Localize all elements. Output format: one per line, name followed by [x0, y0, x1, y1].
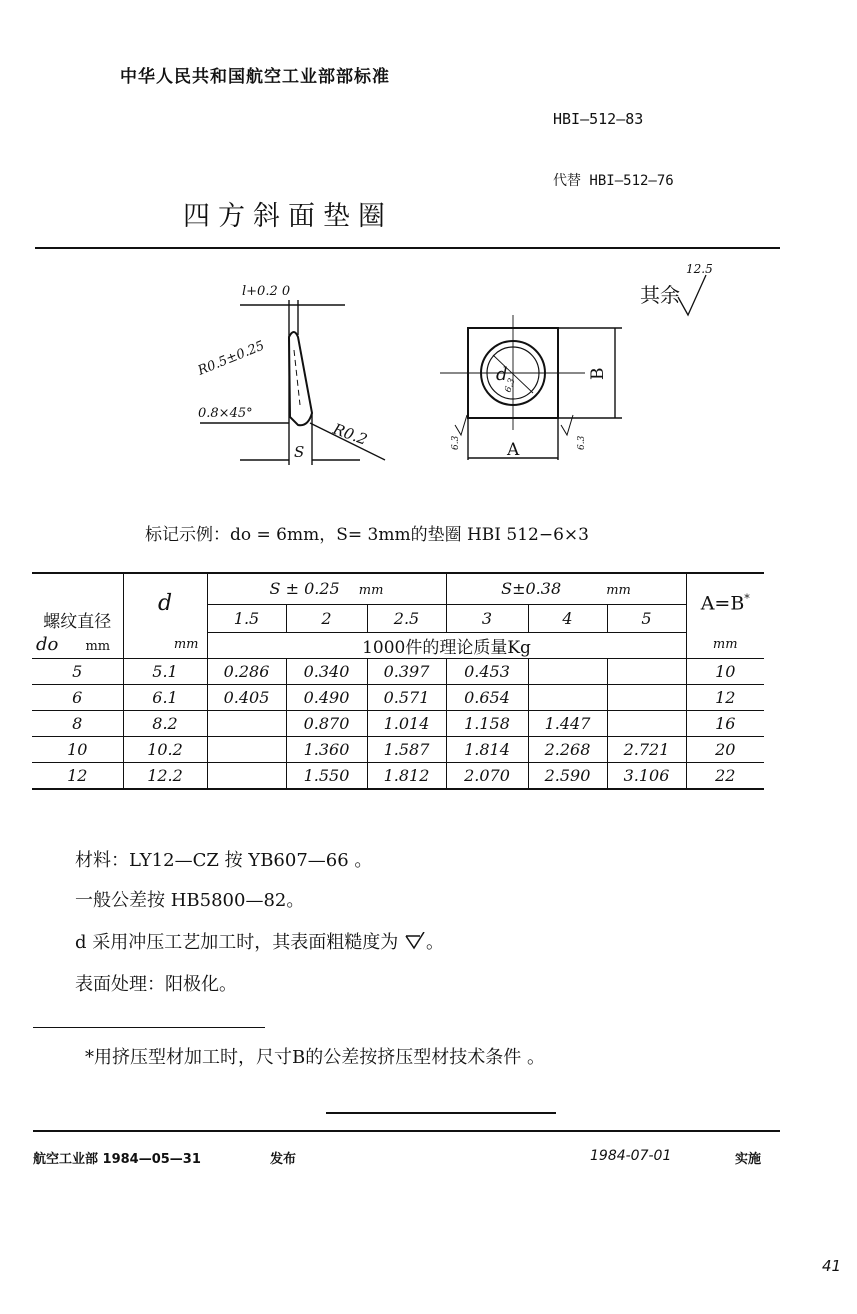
header-s2-label: S±0.38 — [501, 579, 562, 599]
table-row — [32, 762, 764, 789]
mass-header: 1000件的理论质量Kg — [207, 632, 686, 658]
surface-note: 其余 — [640, 283, 680, 307]
cell-mass: 2.268 — [528, 736, 607, 762]
table-row — [32, 710, 764, 736]
cell-mass: 1.158 — [446, 710, 528, 736]
footer-rule — [33, 1130, 780, 1132]
note-tolerance: 一般公差按 HB5800—82。 — [75, 890, 305, 911]
cell-d: 8.2 — [123, 710, 207, 736]
cell-d: 12.2 — [123, 762, 207, 789]
cell-mass: 0.654 — [446, 684, 528, 710]
cell-mass: 0.870 — [286, 710, 367, 736]
footnote-rule — [33, 1027, 265, 1028]
cell-do: 12 — [32, 762, 123, 789]
header-ab-star: * — [744, 591, 750, 605]
cell-ab: 22 — [686, 762, 764, 789]
dim-b: B — [588, 367, 608, 380]
cell-mass: 1.550 — [286, 762, 367, 789]
s-value: 1.5 — [207, 604, 286, 632]
cell-mass: 3.106 — [607, 762, 686, 789]
cell-d: 10.2 — [123, 736, 207, 762]
cell-mass — [607, 684, 686, 710]
cell-mass: 0.571 — [367, 684, 446, 710]
s-value: 4 — [528, 604, 607, 632]
cell-mass: 2.070 — [446, 762, 528, 789]
cell-do: 10 — [32, 736, 123, 762]
replaces-standard: 代替 HBI—512—76 — [553, 173, 674, 189]
dim-d: d — [496, 364, 508, 385]
cell-mass: 0.397 — [367, 658, 446, 684]
technical-drawing — [190, 255, 750, 470]
cell-d: 5.1 — [123, 658, 207, 684]
header-d: d — [123, 573, 207, 632]
cell-mass: 2.590 — [528, 762, 607, 789]
cell-mass: 0.490 — [286, 684, 367, 710]
dim-chamfer: 0.8×45° — [198, 406, 253, 421]
roughness-symbol-icon — [404, 932, 426, 950]
document-title: 四方斜面垫圈 — [183, 201, 393, 232]
header-s-group-2 — [446, 573, 686, 604]
cell-mass: 1.014 — [367, 710, 446, 736]
roughness-default: 12.5 — [686, 262, 713, 276]
note-material: 材料：LY12—CZ 按 YB607—66 。 — [75, 850, 373, 871]
cell-mass: 0.405 — [207, 684, 286, 710]
header-ab — [686, 573, 764, 632]
table-row — [32, 684, 764, 710]
cell-mass: 1.812 — [367, 762, 446, 789]
header-do-unit: mm — [85, 639, 111, 655]
cell-mass — [607, 658, 686, 684]
marking-example: 标记示例：do = 6mm，S= 3mm的垫圈 HBI 512−6×3 — [145, 525, 589, 545]
cell-mass: 1.447 — [528, 710, 607, 736]
dim-d-roughness: 6.3 — [503, 377, 518, 395]
cell-do: 6 — [32, 684, 123, 710]
header-ab-label: A=B — [700, 592, 745, 615]
cell-mass: 0.340 — [286, 658, 367, 684]
cell-do: 5 — [32, 658, 123, 684]
cell-mass — [607, 710, 686, 736]
cell-mass — [207, 710, 286, 736]
end-rule — [326, 1112, 556, 1114]
footer-implemented: 实施 — [735, 1152, 762, 1167]
cell-mass: 0.453 — [446, 658, 528, 684]
header-d-unit: mm — [123, 632, 207, 658]
cell-ab: 10 — [686, 658, 764, 684]
header-s1-label: S ± 0.25 — [269, 579, 340, 599]
page-number: 41 — [822, 1257, 842, 1275]
cell-mass: 2.721 — [607, 736, 686, 762]
dimension-table — [32, 572, 764, 790]
s-value: 2 — [286, 604, 367, 632]
cell-ab: 16 — [686, 710, 764, 736]
header-ab-unit: mm — [686, 632, 764, 658]
header-do-cell — [32, 632, 123, 658]
dim-l-tolerance: l+0.2 0 — [242, 284, 291, 299]
footer-issued: 发布 — [270, 1152, 297, 1167]
cell-mass — [207, 762, 286, 789]
footer-issuer: 航空工业部 1984—05—31 — [33, 1152, 201, 1167]
dim-r-top: R0.5±0.25 — [195, 338, 267, 379]
table-row — [32, 736, 764, 762]
s-value: 2.5 — [367, 604, 446, 632]
cell-do: 8 — [32, 710, 123, 736]
roughness-left: 6.3 — [451, 435, 461, 450]
note-treatment: 表面处理：阳极化。 — [75, 974, 237, 995]
header-do: do — [36, 634, 59, 656]
standard-number: HBI—512—83 — [553, 110, 644, 128]
dim-r-bottom: R0.2 — [330, 419, 370, 449]
header-s-group-1 — [207, 573, 446, 604]
organization-heading: 中华人民共和国航空工业部部标准 — [120, 67, 390, 87]
cell-ab: 20 — [686, 736, 764, 762]
cell-mass: 1.587 — [367, 736, 446, 762]
s-value: 5 — [607, 604, 686, 632]
header-thread: 螺纹直径 — [32, 573, 123, 632]
cell-mass: 1.814 — [446, 736, 528, 762]
cell-mass: 1.360 — [286, 736, 367, 762]
header-rule — [35, 247, 780, 249]
note-roughness-text: d 采用冲压工艺加工时，其表面粗糙度为 — [75, 932, 399, 953]
footer-effective-date: 1984-07-01 — [590, 1148, 672, 1164]
cell-mass — [528, 658, 607, 684]
cell-mass: 0.286 — [207, 658, 286, 684]
header-s1-unit: mm — [358, 583, 384, 599]
cell-mass — [528, 684, 607, 710]
dim-s: S — [294, 443, 305, 461]
cell-mass — [207, 736, 286, 762]
footnote: *用挤压型材加工时，尺寸B的公差按挤压型材技术条件 。 — [85, 1047, 545, 1068]
roughness-right: 6.3 — [577, 435, 587, 450]
note-roughness-end: 。 — [425, 932, 444, 953]
cell-ab: 12 — [686, 684, 764, 710]
cell-d: 6.1 — [123, 684, 207, 710]
header-s2-unit: mm — [606, 583, 631, 599]
note-roughness — [75, 928, 444, 954]
dim-a: A — [507, 440, 520, 460]
s-value: 3 — [446, 604, 528, 632]
table-row — [32, 658, 764, 684]
